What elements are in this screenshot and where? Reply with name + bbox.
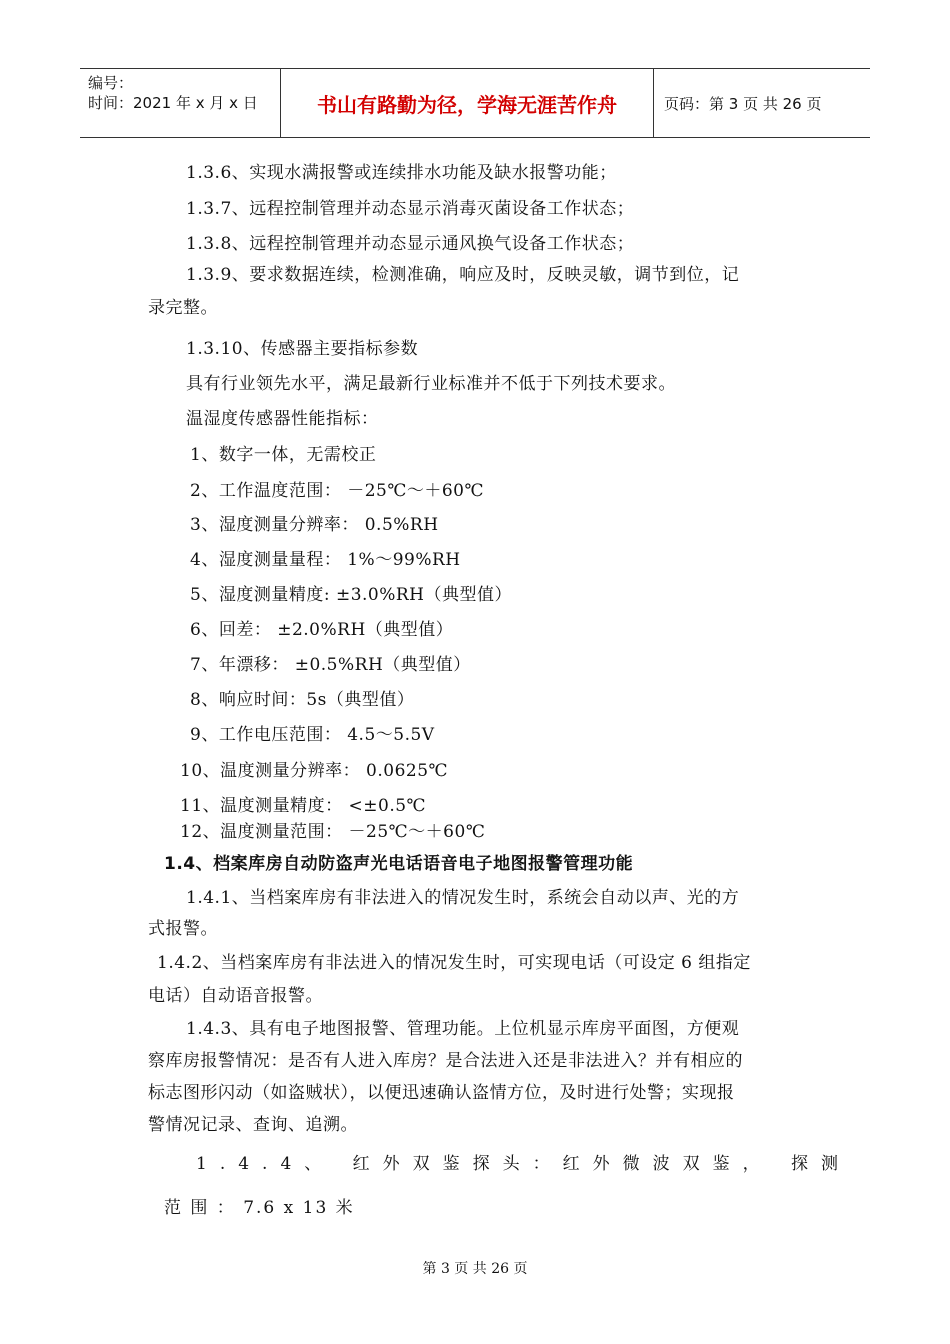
para-1-4-3-line-4: 警情况记录、查询、追溯。 — [148, 1115, 358, 1135]
spec-item: 4、湿度测量量程： 1%～99%RH — [190, 550, 461, 570]
spec-item: 9、工作电压范围： 4.5～5.5V — [190, 725, 435, 745]
spec-item: 5、湿度测量精度: ±3.0%RH（典型值） — [190, 585, 513, 605]
spec-title: 温湿度传感器性能指标： — [186, 409, 379, 429]
spec-item: 1、数字一体，无需校正 — [190, 445, 377, 465]
header-page-info: 页码：第 3 页 共 26 页 — [664, 94, 822, 113]
para-1-4-4-line-1: 1.4.4、 红外双鉴探头：红外微波双鉴， 探测 — [196, 1154, 852, 1174]
para-1-4-1-line-1: 1.4.1、当档案库房有非法进入的情况发生时，系统会自动以声、光的方 — [186, 888, 740, 908]
section-heading-1-4: 1.4、档案库房自动防盗声光电话语音电子地图报警管理功能 — [164, 854, 634, 874]
para-1-3-10: 1.3.10、传感器主要指标参数 — [186, 339, 419, 359]
spec-item: 11、温度测量精度： <±0.5℃ — [180, 796, 427, 816]
para-1-4-2-line-1: 1.4.2、当档案库房有非法进入的情况发生时，可实现电话（可设定 6 组指定 — [157, 953, 751, 973]
spec-item: 6、回差： ±2.0%RH（典型值） — [190, 620, 454, 640]
page-footer: 第 3 页 共 26 页 — [422, 1261, 528, 1277]
para-1-3-8: 1.3.8、远程控制管理并动态显示通风换气设备工作状态； — [186, 234, 635, 254]
para-1-4-3-line-3: 标志图形闪动（如盗贼状），以便迅速确认盗情方位，及时进行处警；实现报 — [148, 1083, 735, 1103]
para-1-3-9-line-2: 录完整。 — [148, 298, 218, 318]
header-motto: 书山有路勤为径，学海无涯苦作舟 — [280, 69, 654, 137]
para-1-4-3-line-1: 1.4.3、具有电子地图报警、管理功能。上位机显示库房平面图，方便观 — [186, 1019, 740, 1039]
header-meta — [80, 69, 280, 137]
document-time: 时间：2021 年 x 月 x 日 — [88, 94, 258, 112]
para-1-3-6: 1.3.6、实现水满报警或连续排水功能及缺水报警功能； — [186, 163, 617, 183]
spec-item: 3、湿度测量分辨率： 0.5%RH — [190, 515, 439, 535]
lead-text: 具有行业领先水平，满足最新行业标准并不低于下列技术要求。 — [186, 374, 676, 394]
para-1-4-1-line-2: 式报警。 — [148, 919, 218, 939]
para-1-3-7: 1.3.7、远程控制管理并动态显示消毒灭菌设备工作状态； — [186, 199, 635, 219]
spec-item: 7、年漂移： ±0.5%RH（典型值） — [190, 655, 471, 675]
para-1-4-3-line-2: 察库房报警情况：是否有人进入库房？是合法进入还是非法进入？并有相应的 — [148, 1051, 743, 1071]
spec-item: 10、温度测量分辨率： 0.0625℃ — [180, 761, 449, 781]
spec-item: 8、响应时间：5s（典型值） — [190, 690, 415, 710]
para-1-3-9-line-1: 1.3.9、要求数据连续，检测准确，响应及时，反映灵敏，调节到位，记 — [186, 265, 740, 285]
document-header — [80, 68, 870, 138]
spec-item: 2、工作温度范围： －25℃～＋60℃ — [190, 481, 485, 501]
para-1-4-2-line-2: 电话）自动语音报警。 — [148, 986, 323, 1006]
document-number: 编号： — [88, 74, 134, 92]
para-1-4-4-line-2: 范 围 ： 7.6 x 13 米 — [164, 1198, 355, 1218]
spec-item: 12、温度测量范围： －25℃～＋60℃ — [180, 822, 486, 842]
